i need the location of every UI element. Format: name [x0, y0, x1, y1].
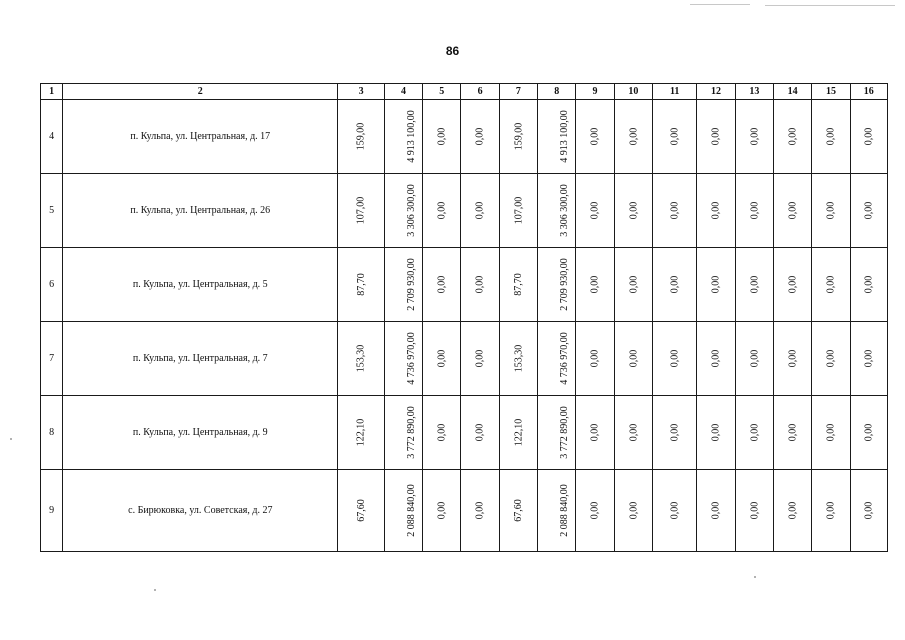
vertical-value-text: 0,00 — [863, 275, 875, 294]
vertical-value-text: 0,00 — [474, 201, 486, 220]
column-number-header: 6 — [461, 84, 499, 100]
address-cell: п. Кульпа, ул. Центральная, д. 9 — [63, 396, 338, 470]
vertical-value-text: 0,00 — [474, 423, 486, 442]
vertical-value-text: 0,00 — [474, 275, 486, 294]
vertical-value-text: 4 736 970,00 — [558, 332, 570, 385]
value-cell-16 — [850, 174, 887, 248]
address-cell: п. Кульпа, ул. Центральная, д. 17 — [63, 100, 338, 174]
vertical-value-text: 0,00 — [748, 275, 760, 294]
vertical-value-text: 0,00 — [589, 349, 601, 368]
value-cell-14 — [773, 470, 811, 552]
scan-speck — [10, 438, 12, 440]
value-cell-12 — [697, 470, 735, 552]
vertical-value-text: 0,00 — [474, 127, 486, 146]
vertical-value-text: 67,60 — [512, 499, 524, 522]
row-number-cell: 6 — [41, 248, 63, 322]
address-cell: п. Кульпа, ул. Центральная, д. 5 — [63, 248, 338, 322]
vertical-value-text: 87,70 — [355, 273, 367, 296]
vertical-value-text: 3 306 300,00 — [405, 184, 417, 237]
value-cell-13 — [735, 174, 773, 248]
value-cell-15 — [812, 396, 850, 470]
vertical-value-text: 0,00 — [627, 201, 639, 220]
value-cell-10 — [614, 396, 652, 470]
row-number-cell: 7 — [41, 322, 63, 396]
value-cell-8 — [538, 174, 576, 248]
value-cell-7 — [499, 100, 537, 174]
value-cell-10 — [614, 470, 652, 552]
vertical-value-text: 0,00 — [748, 423, 760, 442]
value-cell-4 — [384, 470, 422, 552]
value-cell-5 — [423, 396, 461, 470]
value-cell-13 — [735, 248, 773, 322]
vertical-value-text: 3 306 300,00 — [558, 184, 570, 237]
vertical-value-text: 107,00 — [355, 196, 367, 225]
vertical-value-text: 4 913 100,00 — [558, 110, 570, 163]
vertical-value-text: 0,00 — [748, 349, 760, 368]
value-cell-11 — [653, 470, 697, 552]
vertical-value-text: 0,00 — [436, 275, 448, 294]
vertical-value-text: 0,00 — [589, 275, 601, 294]
vertical-value-text: 0,00 — [669, 423, 681, 442]
scan-speck — [754, 576, 756, 578]
vertical-value-text: 0,00 — [589, 423, 601, 442]
value-cell-16 — [850, 470, 887, 552]
value-cell-16 — [850, 396, 887, 470]
value-cell-12 — [697, 396, 735, 470]
scan-artifact-line — [765, 5, 895, 6]
column-number-header: 10 — [614, 84, 652, 100]
row-number-cell: 4 — [41, 100, 63, 174]
value-cell-3 — [338, 322, 384, 396]
row-number-cell: 9 — [41, 470, 63, 552]
row-number-cell: 5 — [41, 174, 63, 248]
vertical-value-text: 0,00 — [825, 275, 837, 294]
vertical-value-text: 0,00 — [710, 423, 722, 442]
vertical-value-text: 0,00 — [710, 201, 722, 220]
value-cell-8 — [538, 322, 576, 396]
value-cell-16 — [850, 248, 887, 322]
vertical-value-text: 0,00 — [787, 275, 799, 294]
vertical-value-text: 4 736 970,00 — [405, 332, 417, 385]
value-cell-5 — [423, 174, 461, 248]
value-cell-5 — [423, 100, 461, 174]
value-cell-15 — [812, 174, 850, 248]
vertical-value-text: 0,00 — [436, 201, 448, 220]
vertical-value-text: 0,00 — [787, 349, 799, 368]
column-number-header: 1 — [41, 84, 63, 100]
vertical-value-text: 3 772 890,00 — [558, 406, 570, 459]
value-cell-14 — [773, 100, 811, 174]
page-number: 86 — [445, 44, 460, 58]
value-cell-10 — [614, 248, 652, 322]
vertical-value-text: 0,00 — [436, 423, 448, 442]
vertical-value-text: 0,00 — [787, 127, 799, 146]
vertical-value-text: 0,00 — [589, 501, 601, 520]
vertical-value-text: 0,00 — [825, 349, 837, 368]
value-cell-9 — [576, 174, 614, 248]
scan-artifact-line — [690, 4, 750, 5]
vertical-value-text: 0,00 — [787, 201, 799, 220]
value-cell-5 — [423, 322, 461, 396]
value-cell-13 — [735, 470, 773, 552]
vertical-value-text: 0,00 — [863, 201, 875, 220]
vertical-value-text: 0,00 — [710, 275, 722, 294]
column-number-header: 9 — [576, 84, 614, 100]
column-number-header: 11 — [653, 84, 697, 100]
vertical-value-text: 4 913 100,00 — [405, 110, 417, 163]
vertical-value-text: 0,00 — [589, 127, 601, 146]
value-cell-15 — [812, 322, 850, 396]
vertical-value-text: 0,00 — [589, 201, 601, 220]
value-cell-6 — [461, 470, 499, 552]
value-cell-16 — [850, 100, 887, 174]
vertical-value-text: 0,00 — [669, 275, 681, 294]
value-cell-12 — [697, 322, 735, 396]
vertical-value-text: 0,00 — [436, 349, 448, 368]
vertical-value-text: 159,00 — [512, 122, 524, 151]
value-cell-4 — [384, 248, 422, 322]
value-cell-15 — [812, 248, 850, 322]
address-cell: п. Кульпа, ул. Центральная, д. 26 — [63, 174, 338, 248]
vertical-value-text: 122,10 — [512, 418, 524, 447]
value-cell-9 — [576, 470, 614, 552]
table-row — [41, 100, 888, 174]
vertical-value-text: 0,00 — [669, 501, 681, 520]
value-cell-11 — [653, 396, 697, 470]
value-cell-9 — [576, 396, 614, 470]
value-cell-5 — [423, 248, 461, 322]
vertical-value-text: 0,00 — [669, 349, 681, 368]
column-number-header: 13 — [735, 84, 773, 100]
value-cell-6 — [461, 396, 499, 470]
value-cell-8 — [538, 100, 576, 174]
vertical-value-text: 0,00 — [748, 127, 760, 146]
address-cell: с. Бирюковка, ул. Советская, д. 27 — [63, 470, 338, 552]
value-cell-8 — [538, 396, 576, 470]
vertical-value-text: 0,00 — [627, 275, 639, 294]
value-cell-8 — [538, 248, 576, 322]
value-cell-4 — [384, 100, 422, 174]
value-cell-4 — [384, 322, 422, 396]
value-cell-6 — [461, 322, 499, 396]
column-number-header: 4 — [384, 84, 422, 100]
value-cell-12 — [697, 100, 735, 174]
vertical-value-text: 0,00 — [787, 501, 799, 520]
table-row — [41, 396, 888, 470]
value-cell-11 — [653, 174, 697, 248]
column-number-header: 8 — [538, 84, 576, 100]
value-cell-7 — [499, 322, 537, 396]
vertical-value-text: 0,00 — [627, 501, 639, 520]
value-cell-12 — [697, 248, 735, 322]
value-cell-3 — [338, 100, 384, 174]
value-cell-14 — [773, 248, 811, 322]
vertical-value-text: 0,00 — [863, 349, 875, 368]
vertical-value-text: 0,00 — [474, 349, 486, 368]
vertical-value-text: 0,00 — [627, 423, 639, 442]
value-cell-11 — [653, 322, 697, 396]
vertical-value-text: 0,00 — [474, 501, 486, 520]
value-cell-6 — [461, 248, 499, 322]
vertical-value-text: 0,00 — [627, 349, 639, 368]
vertical-value-text: 0,00 — [710, 349, 722, 368]
value-cell-7 — [499, 248, 537, 322]
table-row — [41, 174, 888, 248]
vertical-value-text: 0,00 — [710, 127, 722, 146]
value-cell-13 — [735, 396, 773, 470]
value-cell-8 — [538, 470, 576, 552]
value-cell-3 — [338, 248, 384, 322]
vertical-value-text: 67,60 — [355, 499, 367, 522]
vertical-value-text: 0,00 — [825, 201, 837, 220]
table-row — [41, 322, 888, 396]
table-row — [41, 248, 888, 322]
value-cell-15 — [812, 470, 850, 552]
value-cell-13 — [735, 322, 773, 396]
value-cell-3 — [338, 470, 384, 552]
column-number-header: 3 — [338, 84, 384, 100]
vertical-value-text: 3 772 890,00 — [405, 406, 417, 459]
column-number-header: 14 — [773, 84, 811, 100]
vertical-value-text: 0,00 — [436, 501, 448, 520]
vertical-value-text: 107,00 — [512, 196, 524, 225]
column-number-header: 7 — [499, 84, 537, 100]
column-number-header: 16 — [850, 84, 887, 100]
value-cell-11 — [653, 100, 697, 174]
vertical-value-text: 0,00 — [825, 423, 837, 442]
vertical-value-text: 0,00 — [863, 127, 875, 146]
value-cell-9 — [576, 100, 614, 174]
vertical-value-text: 0,00 — [748, 501, 760, 520]
column-number-header: 15 — [812, 84, 850, 100]
table-row — [41, 470, 888, 552]
value-cell-4 — [384, 174, 422, 248]
vertical-value-text: 0,00 — [787, 423, 799, 442]
vertical-value-text: 0,00 — [863, 501, 875, 520]
value-cell-3 — [338, 396, 384, 470]
vertical-value-text: 0,00 — [627, 127, 639, 146]
data-table — [40, 83, 888, 552]
vertical-value-text: 2 088 840,00 — [558, 484, 570, 537]
vertical-value-text: 159,00 — [355, 122, 367, 151]
value-cell-9 — [576, 248, 614, 322]
vertical-value-text: 0,00 — [669, 127, 681, 146]
column-number-header: 2 — [63, 84, 338, 100]
column-number-header: 5 — [423, 84, 461, 100]
value-cell-9 — [576, 322, 614, 396]
value-cell-6 — [461, 100, 499, 174]
value-cell-7 — [499, 396, 537, 470]
value-cell-11 — [653, 248, 697, 322]
value-cell-13 — [735, 100, 773, 174]
vertical-value-text: 2 709 930,00 — [558, 258, 570, 311]
vertical-value-text: 2 088 840,00 — [405, 484, 417, 537]
vertical-value-text: 0,00 — [669, 201, 681, 220]
value-cell-10 — [614, 100, 652, 174]
vertical-value-text: 0,00 — [825, 127, 837, 146]
vertical-value-text: 0,00 — [436, 127, 448, 146]
value-cell-7 — [499, 174, 537, 248]
vertical-value-text: 0,00 — [863, 423, 875, 442]
value-cell-14 — [773, 396, 811, 470]
value-cell-16 — [850, 322, 887, 396]
vertical-value-text: 2 709 930,00 — [405, 258, 417, 311]
value-cell-3 — [338, 174, 384, 248]
column-number-row — [41, 84, 888, 100]
value-cell-15 — [812, 100, 850, 174]
vertical-value-text: 0,00 — [825, 501, 837, 520]
vertical-value-text: 0,00 — [710, 501, 722, 520]
vertical-value-text: 0,00 — [748, 201, 760, 220]
value-cell-10 — [614, 322, 652, 396]
value-cell-14 — [773, 322, 811, 396]
vertical-value-text: 153,30 — [355, 344, 367, 373]
value-cell-14 — [773, 174, 811, 248]
value-cell-5 — [423, 470, 461, 552]
vertical-value-text: 153,30 — [512, 344, 524, 373]
address-cell: п. Кульпа, ул. Центральная, д. 7 — [63, 322, 338, 396]
value-cell-7 — [499, 470, 537, 552]
value-cell-12 — [697, 174, 735, 248]
value-cell-10 — [614, 174, 652, 248]
column-number-header: 12 — [697, 84, 735, 100]
scan-speck — [154, 589, 156, 591]
vertical-value-text: 122,10 — [355, 418, 367, 447]
value-cell-6 — [461, 174, 499, 248]
vertical-value-text: 87,70 — [512, 273, 524, 296]
row-number-cell: 8 — [41, 396, 63, 470]
value-cell-4 — [384, 396, 422, 470]
